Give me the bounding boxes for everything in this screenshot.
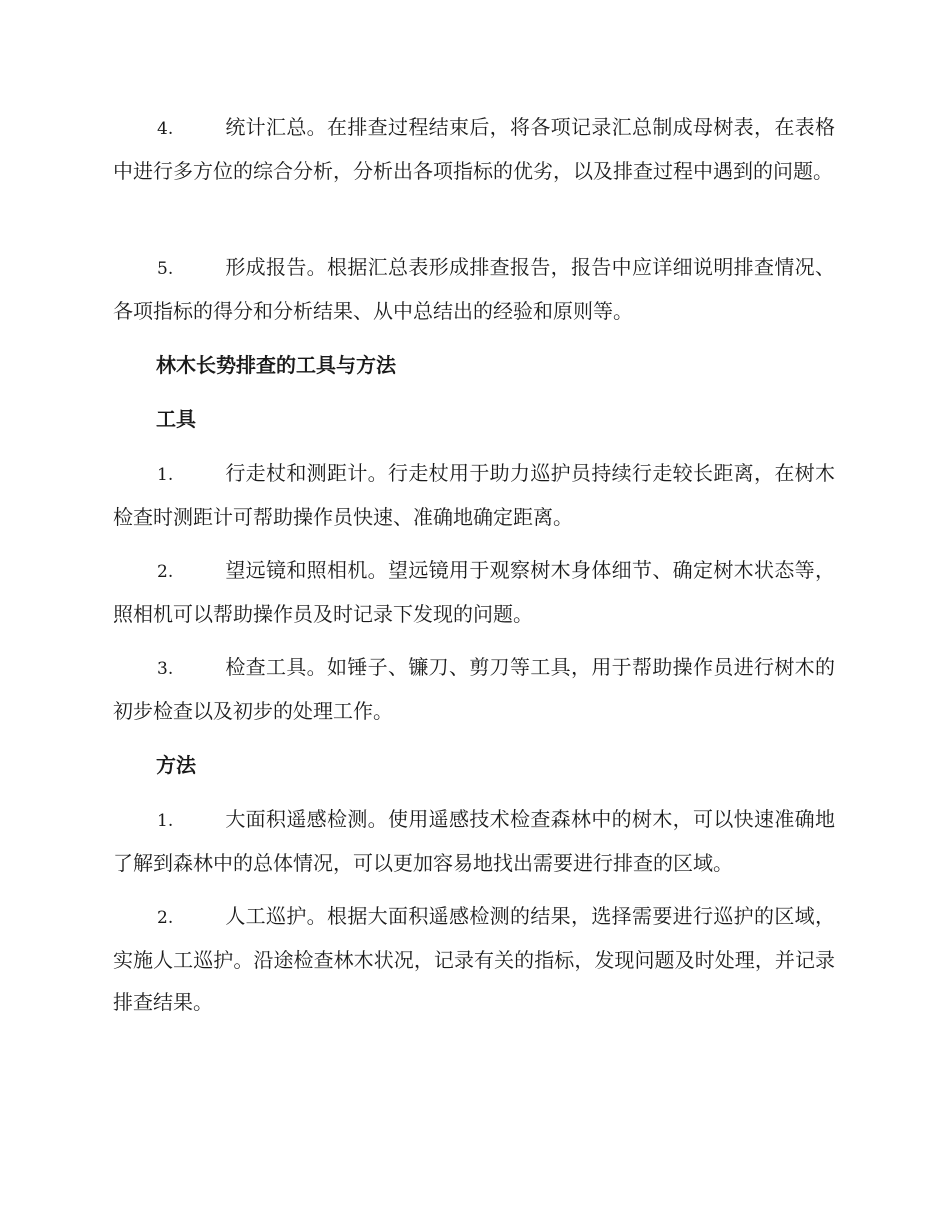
list-number: 2. [157, 562, 174, 582]
list-number: 2. [157, 908, 174, 928]
list-item-text: 望远镜和照相机。望远镜用于观察树木身体细节、确定树木状态等，照相机可以帮助操作员及时记录下发现的问题。 [113, 558, 835, 626]
tools-item-3 [113, 646, 835, 732]
tools-heading: 工具 [156, 407, 196, 431]
list-item-text: 人工巡护。根据大面积遥感检测的结果，选择需要进行巡护的区域，实施人工巡护。沿途检查林木状况，记录有关的指标，发现问题及时处理，并记录排查结果。 [113, 904, 835, 1014]
methods-item-1 [113, 798, 835, 884]
list-item-text: 形成报告。根据汇总表形成排查报告，报告中应详细说明排查情况、各项指标的得分和分析结果、从中总结出的经验和原则等。 [113, 255, 835, 323]
list-item-text: 统计汇总。在排查过程结束后，将各项记录汇总制成母树表，在表格中进行多方位的综合分析，分析出各项指标的优劣，以及排查过程中遇到的问题。 [113, 115, 835, 183]
methods-item-2 [113, 895, 835, 1023]
list-number: 1. [157, 811, 174, 831]
list-number: 4. [157, 119, 174, 139]
list-number: 3. [157, 659, 174, 679]
list-item-text: 检查工具。如锤子、镰刀、剪刀等工具，用于帮助操作员进行树木的初步检查以及初步的处理工作。 [113, 655, 835, 723]
tools-item-1 [113, 452, 835, 538]
list-number: 5. [157, 259, 174, 279]
methods-heading: 方法 [156, 753, 196, 777]
list-item-report [113, 246, 835, 332]
list-item-summary [113, 106, 835, 192]
list-number: 1. [157, 465, 174, 485]
tools-item-2 [113, 549, 835, 635]
list-item-text: 大面积遥感检测。使用遥感技术检查森林中的树木，可以快速准确地了解到森林中的总体情况，可以更加容易地找出需要进行排查的区域。 [113, 807, 835, 875]
list-item-text: 行走杖和测距计。行走杖用于助力巡护员持续行走较长距离，在树木检查时测距计可帮助操作员快速、准确地确定距离。 [113, 461, 835, 529]
section-title: 林木长势排查的工具与方法 [156, 353, 396, 377]
